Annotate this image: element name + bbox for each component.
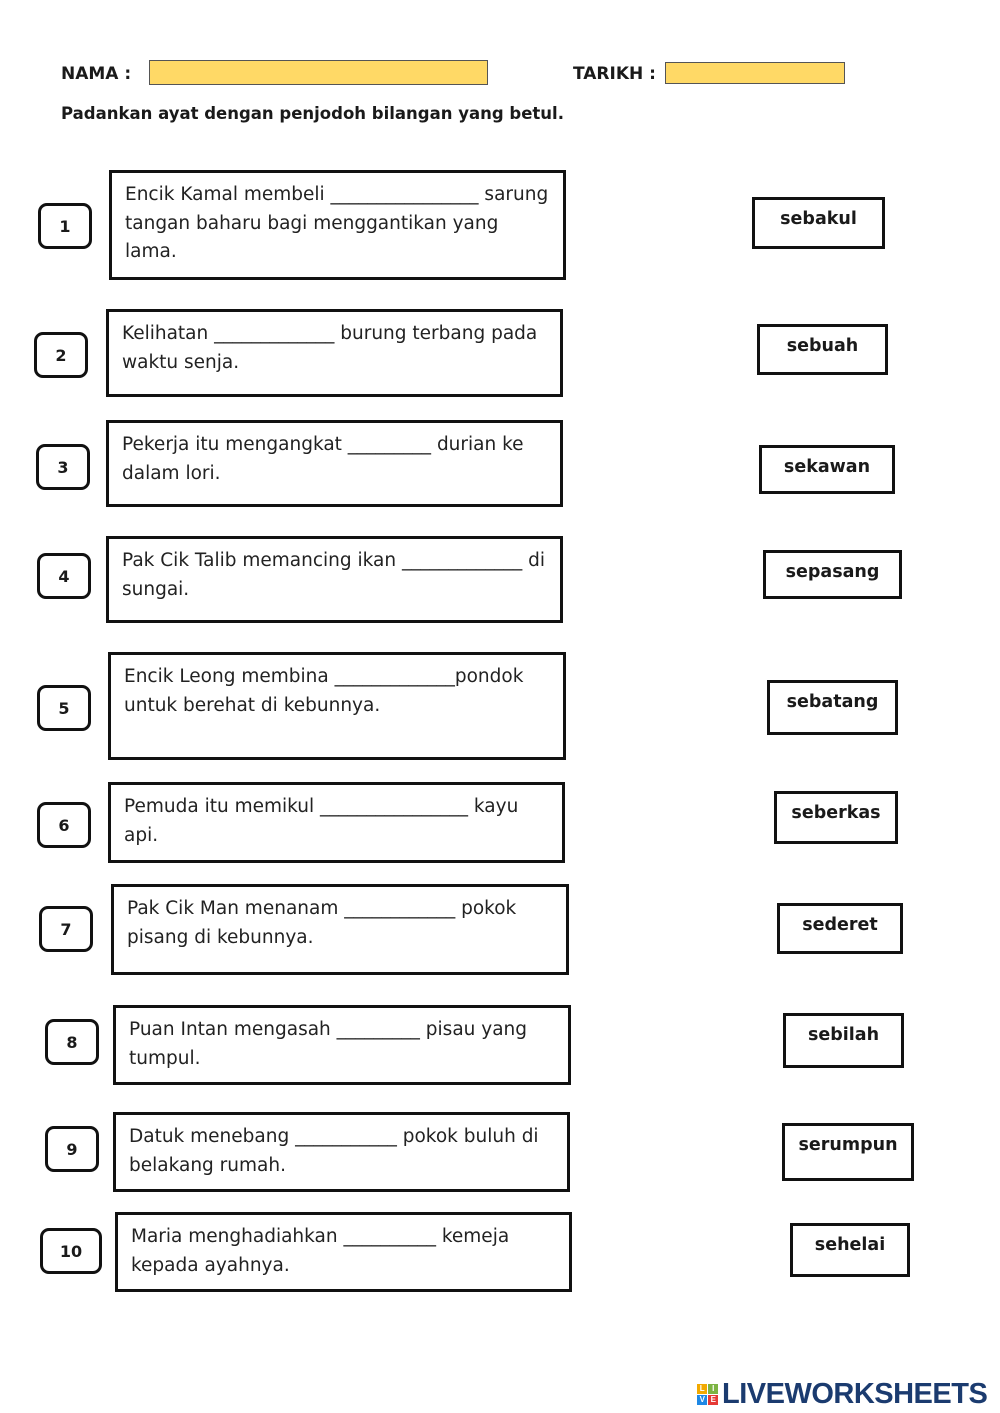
logo-text: LIVEWORKSHEETS: [722, 1377, 988, 1410]
question-box-3[interactable]: Pekerja itu mengangkat _________ durian ke dalam lori.: [106, 420, 563, 507]
question-box-5[interactable]: Encik Leong membina _____________pondok untuk berehat di kebunnya.: [108, 652, 566, 760]
question-number-5: 5: [37, 685, 91, 731]
question-box-7[interactable]: Pak Cik Man menanam ____________ pokok pisang di kebunnya.: [111, 884, 569, 975]
tarikh-input[interactable]: [665, 62, 845, 84]
logo-mark-icon: L I V E: [697, 1384, 718, 1405]
question-box-4[interactable]: Pak Cik Talib memancing ikan _____________ di sungai.: [106, 536, 563, 623]
answer-box-10[interactable]: sehelai: [790, 1223, 910, 1277]
instruction-text: Padankan ayat dengan penjodoh bilangan yang betul.: [61, 104, 564, 123]
question-number-2: 2: [34, 332, 88, 378]
question-box-2[interactable]: Kelihatan _____________ burung terbang pada waktu senja.: [106, 309, 563, 397]
question-box-6[interactable]: Pemuda itu memikul ________________ kayu api.: [108, 782, 565, 863]
question-number-7: 7: [39, 906, 93, 952]
tarikh-label: TARIKH :: [573, 64, 656, 84]
answer-box-4[interactable]: sepasang: [763, 550, 902, 599]
question-number-9: 9: [45, 1126, 99, 1172]
answer-box-7[interactable]: sederet: [777, 903, 903, 954]
question-box-9[interactable]: Datuk menebang ___________ pokok buluh di belakang rumah.: [113, 1112, 570, 1192]
question-number-10: 10: [40, 1228, 102, 1274]
answer-box-5[interactable]: sebatang: [767, 680, 898, 735]
answer-box-2[interactable]: sebuah: [757, 324, 888, 375]
question-number-1: 1: [38, 203, 92, 249]
question-number-8: 8: [45, 1019, 99, 1065]
answer-box-3[interactable]: sekawan: [759, 445, 895, 494]
liveworksheets-logo: [697, 1376, 987, 1412]
nama-input[interactable]: [149, 60, 488, 85]
question-box-8[interactable]: Puan Intan mengasah _________ pisau yang tumpul.: [113, 1005, 571, 1085]
answer-box-1[interactable]: sebakul: [752, 197, 885, 249]
question-number-6: 6: [37, 802, 91, 848]
answer-box-6[interactable]: seberkas: [774, 791, 898, 844]
question-box-10[interactable]: Maria menghadiahkan __________ kemeja kepada ayahnya.: [115, 1212, 572, 1292]
nama-label: NAMA :: [61, 64, 132, 84]
answer-box-8[interactable]: sebilah: [783, 1013, 904, 1068]
question-box-1[interactable]: Encik Kamal membeli ________________ sarung tangan baharu bagi menggantikan yang lama.: [109, 170, 566, 280]
question-number-4: 4: [37, 553, 91, 599]
answer-box-9[interactable]: serumpun: [782, 1123, 914, 1181]
question-number-3: 3: [36, 444, 90, 490]
